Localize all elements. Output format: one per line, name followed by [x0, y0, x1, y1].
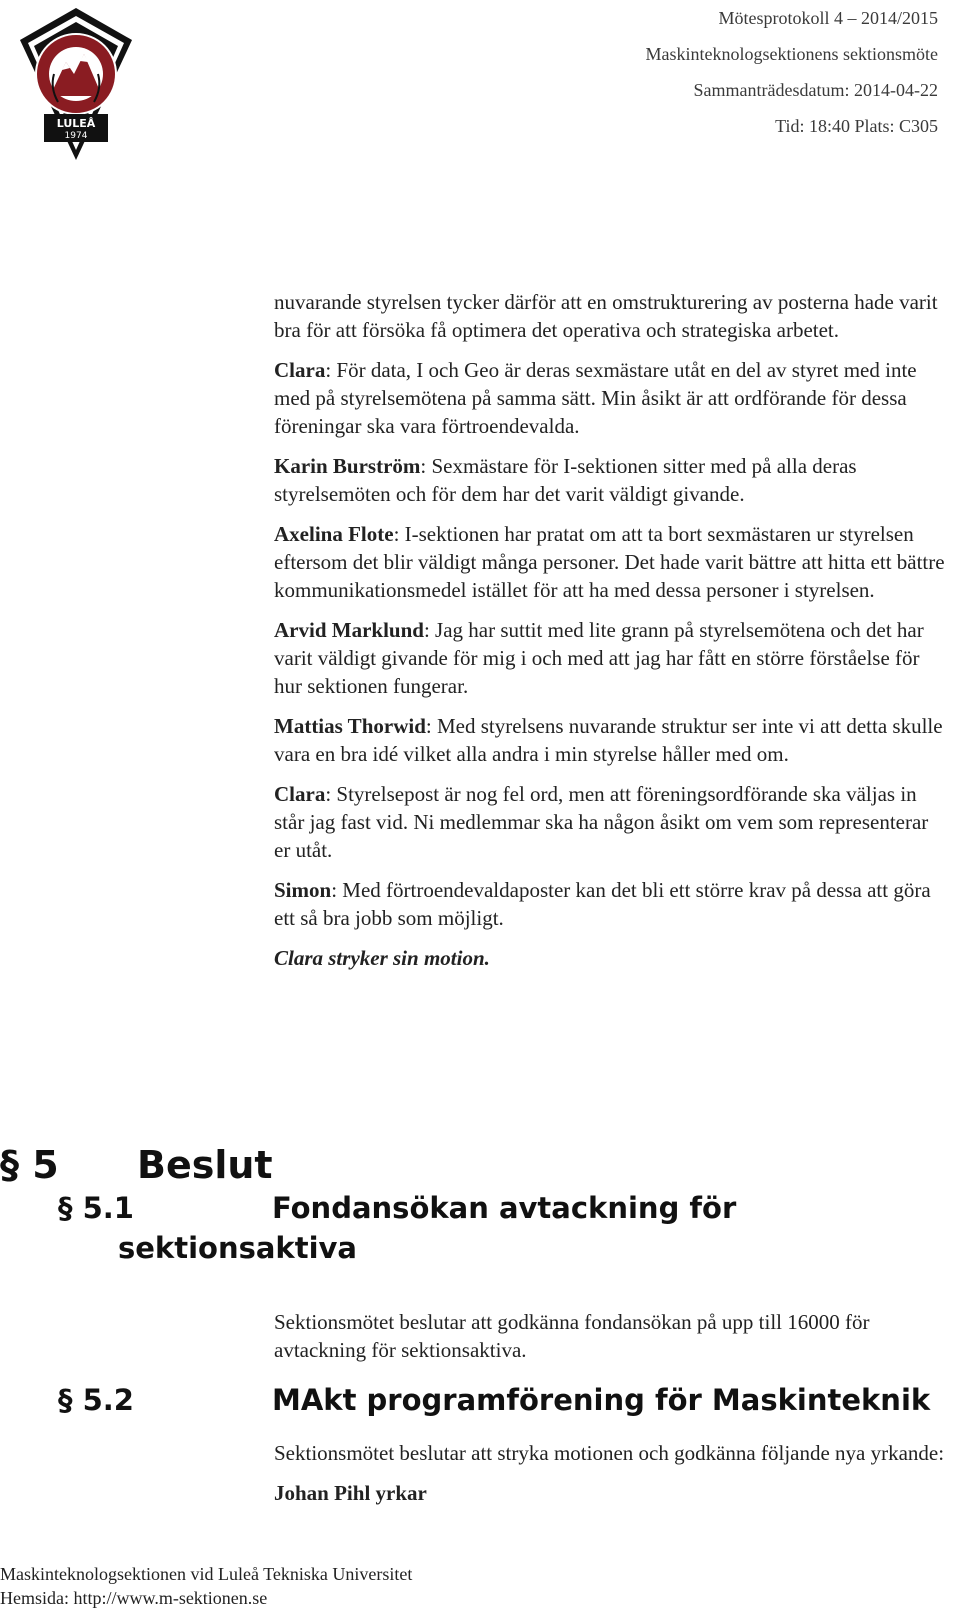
- speaker-text: : För data, I och Geo är deras sexmästare utåt en del av styret med inte med på styrelsemötena på samma sätt. Min åsikt är att ordförande för dessa föreningar ska vara förtroendevalda.: [274, 358, 917, 438]
- proposer-label: Johan Pihl yrkar: [274, 1481, 427, 1505]
- speaker-name: Clara: [274, 782, 326, 806]
- section-title: Fondansökan avtackning för: [272, 1191, 737, 1225]
- document-footer: [0, 1562, 412, 1610]
- speaker-text: : I-sektionen har pratat om att ta bort sexmästaren ur styrelsen eftersom det blir väldigt många personer. Det hade varit bättre att hitta ett bättre kommunikationsmedel istället för att ha med dessa personer i styrelsen.: [274, 522, 945, 602]
- logo-year: 1974: [64, 131, 88, 141]
- paragraph: Sektionsmötet beslutar att stryka motionen och godkänna följande nya yrkande:: [274, 1441, 945, 1465]
- paragraph: nuvarande styrelsen tycker därför att en omstrukturering av posterna hade varit bra för att försöka få optimera det operativa och strategiska arbetet.: [274, 290, 938, 342]
- protocol-number: Mötesprotokoll 4 – 2014/2015: [718, 8, 938, 28]
- section-number: § 5: [0, 1143, 59, 1187]
- section-5-2-text: [274, 1439, 946, 1519]
- logo-emblem-icon: [14, 4, 138, 164]
- section-heading-5-2: [58, 1380, 931, 1420]
- speaker-text: : Jag har suttit med lite grann på styrelsemötena och det har varit väldigt givande för mig i och med att jag har fått en större förståelse för hur sektionen fungerar.: [274, 618, 924, 698]
- paragraph: [274, 876, 946, 932]
- section-title: Beslut: [137, 1143, 273, 1187]
- section-title: MAkt programförening för Maskinteknik: [272, 1383, 931, 1417]
- section-number: § 5.1: [58, 1191, 134, 1225]
- document-header: [646, 0, 938, 144]
- speaker-text: : Sexmästare för I-sektionen sitter med på alla deras styrelsemöten och för dem har det varit väldigt givande.: [274, 454, 857, 506]
- section-logo: [14, 4, 138, 164]
- speaker-name: Mattias Thorwid: [274, 714, 426, 738]
- footer-organization: Maskinteknologsektionen vid Luleå Tekniska Universitet: [0, 1564, 413, 1584]
- meeting-name: Maskinteknologsektionens sektionsmöte: [645, 44, 938, 64]
- paragraph: [274, 452, 946, 508]
- paragraph: [274, 520, 946, 604]
- speaker-text: : Med styrelsens nuvarande struktur ser inte vi att detta skulle vara en bra idé vilket alla andra i min styrelse håller med om.: [274, 714, 943, 766]
- paragraph: [274, 712, 946, 768]
- discussion-body: [274, 288, 946, 984]
- paragraph: [274, 356, 946, 440]
- paragraph: Sektionsmötet beslutar att godkänna fondansökan på upp till 16000 för avtackning för sektionsaktiva.: [274, 1310, 870, 1362]
- meeting-time-place: Tid: 18:40 Plats: C305: [775, 116, 938, 136]
- speaker-text: : Med förtroendevaldaposter kan det bli ett större krav på dessa att göra ett så bra jobb som möjligt.: [274, 878, 931, 930]
- footer-website: Hemsida: http://www.m-sektionen.se: [0, 1588, 268, 1608]
- conclusion-text: Clara stryker sin motion.: [274, 946, 490, 970]
- section-heading-5: [0, 1143, 273, 1187]
- speaker-name: Karin Burström: [274, 454, 421, 478]
- speaker-name: Clara: [274, 358, 326, 382]
- section-number: § 5.2: [58, 1383, 134, 1417]
- speaker-text: : Styrelsepost är nog fel ord, men att föreningsordförande ska väljas in står jag fast vid. Ni medlemmar ska ha någon åsikt om vem som representerar er utåt.: [274, 782, 929, 862]
- paragraph: [274, 780, 946, 864]
- section-heading-5-1: [58, 1188, 737, 1265]
- speaker-name: Axelina Flote: [274, 522, 394, 546]
- speaker-name: Arvid Marklund: [274, 618, 424, 642]
- meeting-date: Sammanträdesdatum: 2014-04-22: [693, 80, 938, 100]
- section-title-continued: sektionsaktiva: [118, 1231, 357, 1265]
- logo-city: LULEÅ: [56, 117, 96, 130]
- paragraph: [274, 616, 946, 700]
- section-5-1-text: [274, 1308, 946, 1376]
- speaker-name: Simon: [274, 878, 332, 902]
